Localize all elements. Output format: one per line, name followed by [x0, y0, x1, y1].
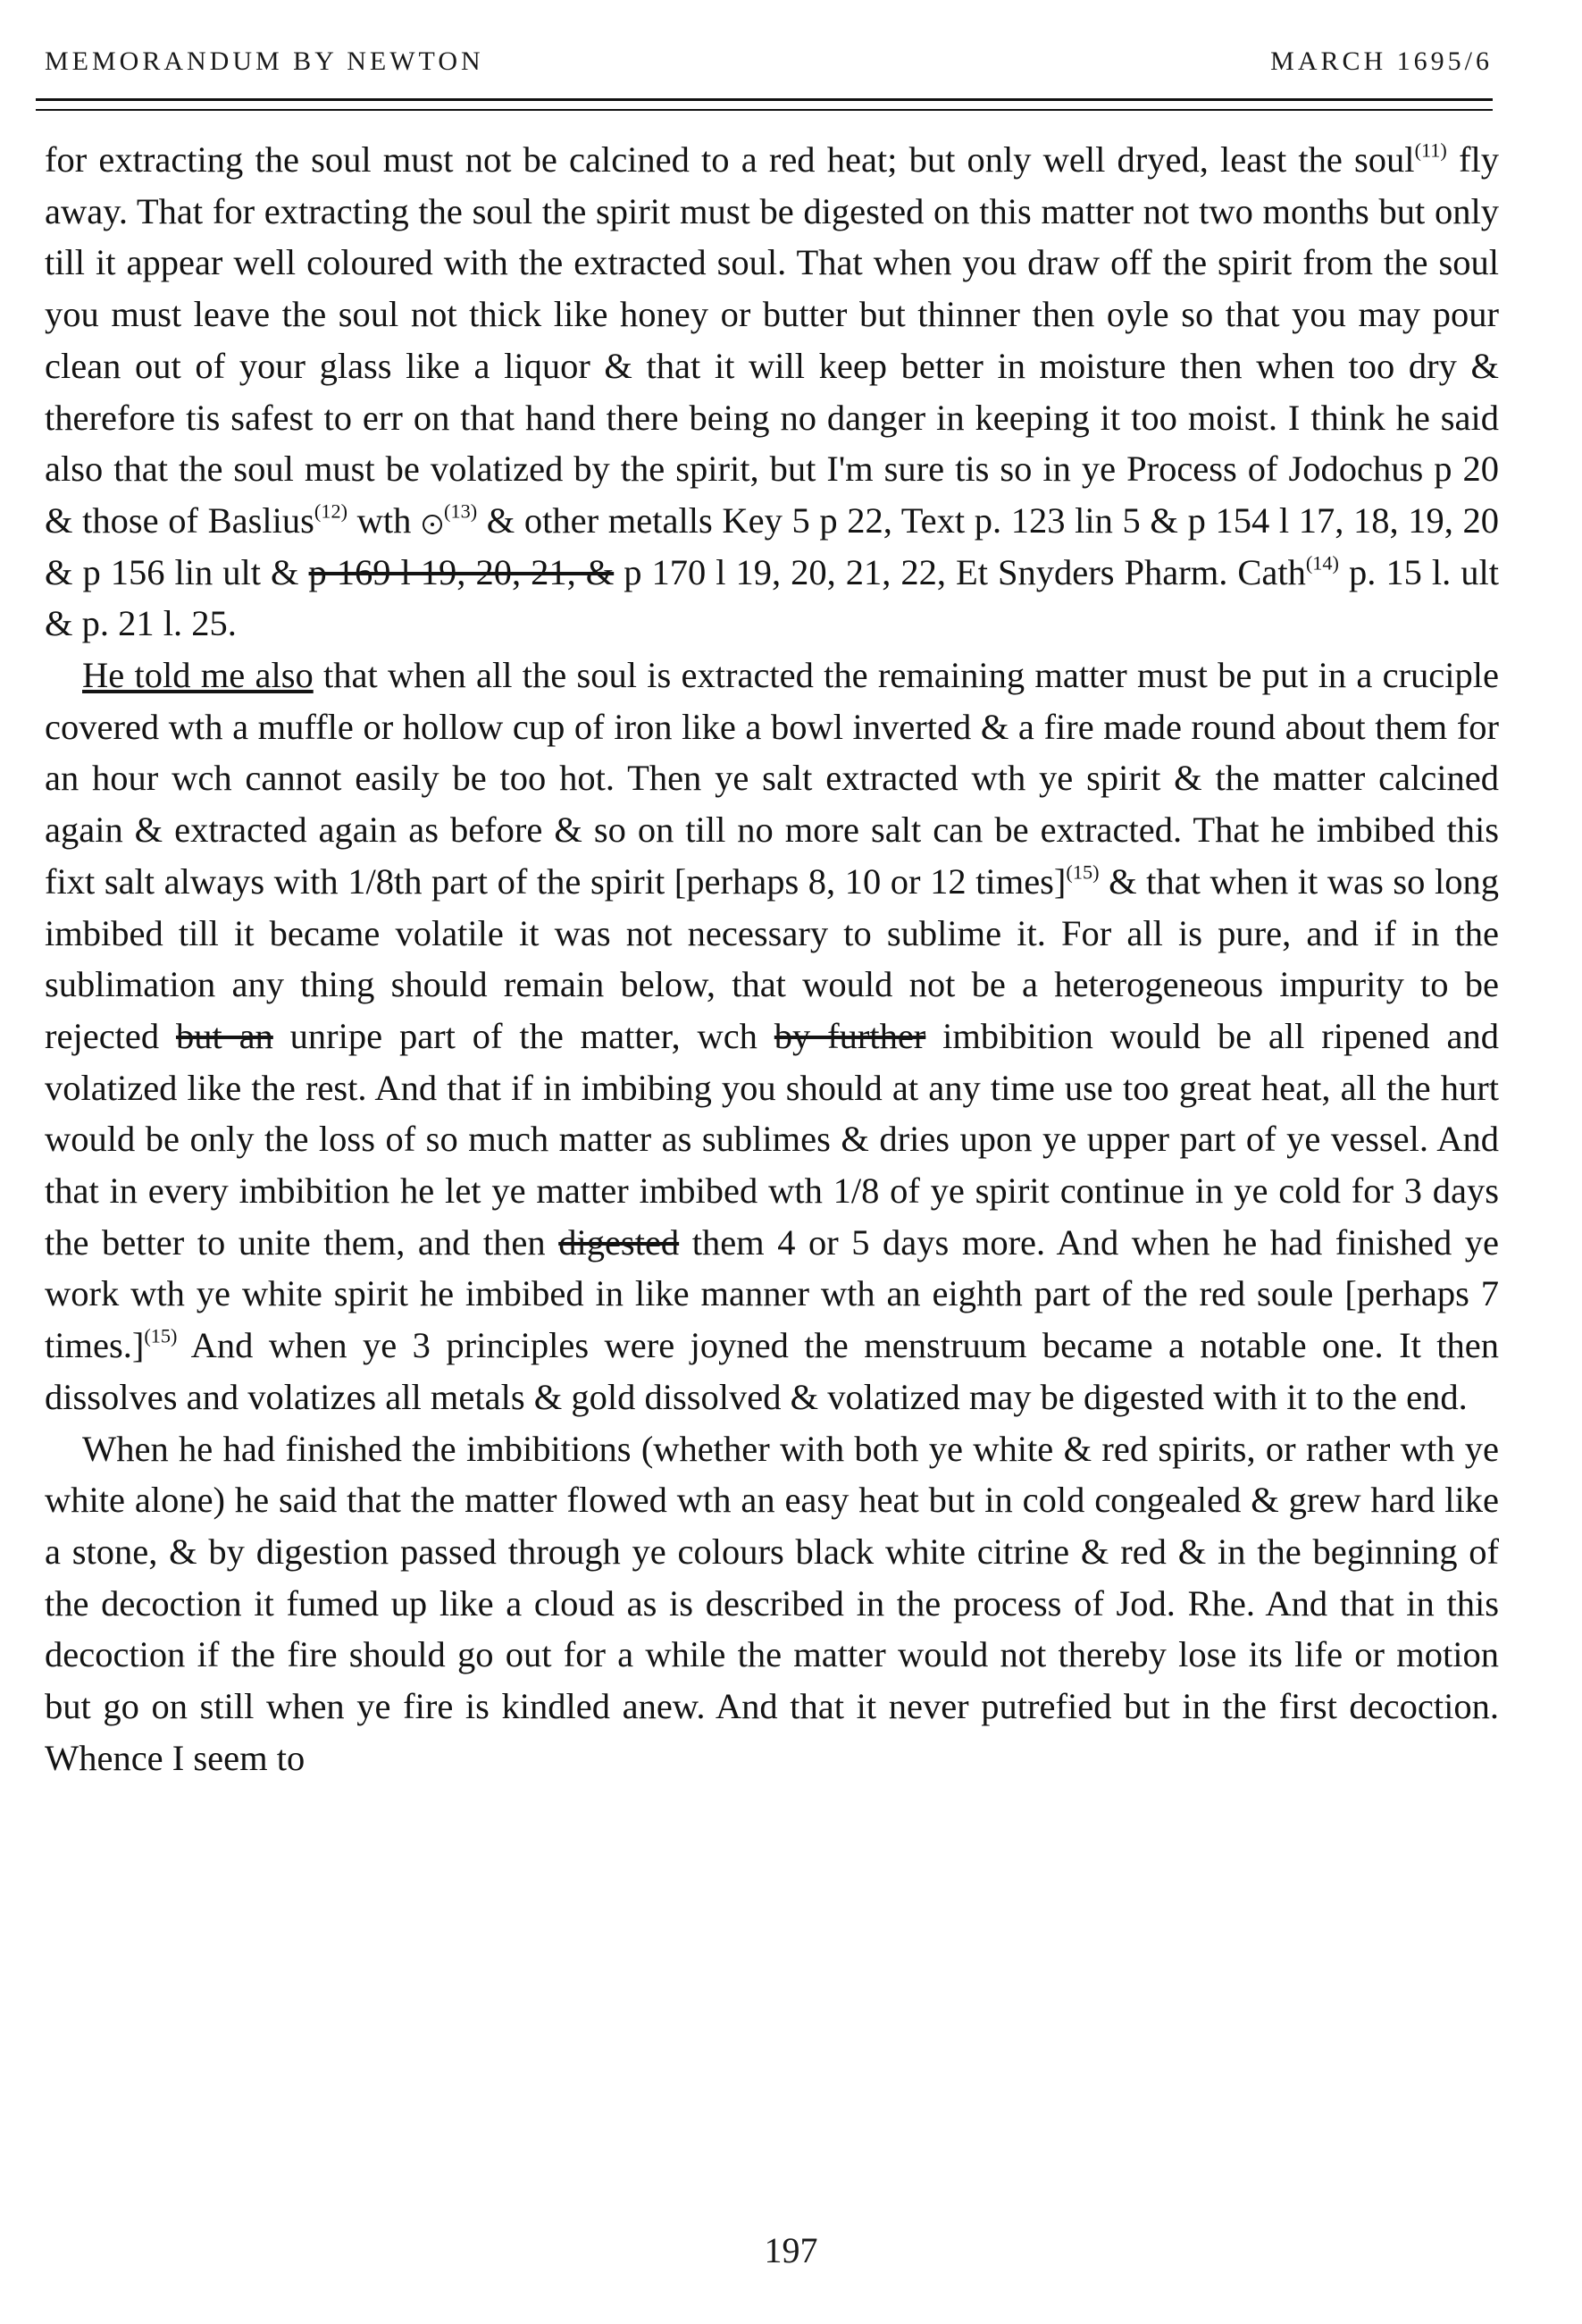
- text-run: imbibition would be all ripened and volatized like the rest. And that if in imbibing you should at any time use too great heat, all the hurt would be only the loss of so much matter as sublimes & dries upon ye upper part of ye vessel. And that in every imbibition he let ye matter imbibed wth 1/8 of ye spirit continue in ye cold for 3 days the better to unite them, and then: [45, 1015, 1499, 1263]
- text-run: them 4 or 5 days more. And when he had finished ye work wth ye white spirit he imbibed in like manner wth an eighth part of the red soule [perhaps 7 times.]: [45, 1221, 1500, 1366]
- text-run: & that when it was so long imbibed till it became volatile it was not necessary to sublime it. For all is pure, and if in the sublimation any thing should remain below, that would not be a heterogeneous impurity to be rejected: [45, 860, 1499, 1056]
- struck-text: digested: [558, 1221, 680, 1263]
- header-rule-secondary: [36, 109, 1493, 111]
- text-run: that when all the soul is extracted the remaining matter must be put in a cruciple covered wth a muffle or hollow cup of iron like a bowl inverted & a fire made round about them for an hour wch cannot easily be too hot. Then ye salt extracted wth ye spirit & the matter calcined again & extracted again as before & so on till no more salt can be extracted. That he imbibed this fixt salt always with 1/8th part of the spirit [perhaps 8, 10 or 12 times]: [45, 655, 1499, 902]
- memorandum-body: [45, 134, 1499, 1784]
- footnote-ref-15: (15): [144, 1324, 178, 1347]
- text-run: p 170 l 19, 20, 21, 22, Et Snyders Pharm. Cath: [614, 551, 1306, 592]
- text-run: wth: [347, 499, 422, 541]
- sun-gold-alchemical-icon: [423, 515, 442, 534]
- struck-text: p 169 l 19, 20, 21, &: [308, 551, 615, 592]
- paragraph-3: [45, 1423, 1499, 1784]
- header-rule: [36, 98, 1493, 101]
- footnote-ref-12: (12): [314, 499, 348, 523]
- text-run: & other metalls Key 5 p 22, Text p. 123 lin 5 & p 154 l 17, 18, 19, 20 & p 156 lin ult &: [45, 499, 1499, 592]
- page-number: 197: [764, 2230, 818, 2270]
- text-run: When he had finished the imbibitions (whether with both ye white & red spirits, or rather wth ye white alone) he said that the matter flowed wth an easy heat but in cold congealed & grew hard like a stone, & by digestion passed through ye colours black white citrine & red & in the beginning of the decoction it fumed up like a cloud as is described in the process of Jod. Rhe. And that in this decoction if the fire should go out for a while the matter would not thereby lose its life or motion but go on still when ye fire is kindled anew. And that it never putrefied but in the first decoction. Whence I seem to: [45, 1428, 1499, 1778]
- running-head-date: MARCH 1695/6: [1270, 46, 1493, 76]
- running-head: [45, 46, 1493, 82]
- text-run: And when ye 3 principles were joyned the menstruum became a notable one. It then dissolves and volatizes all metals & gold dissolved & volatized may be digested with it to the end.: [45, 1325, 1499, 1417]
- underlined-text: He told me also: [82, 655, 314, 696]
- paragraph-2: [45, 650, 1499, 1423]
- struck-text: but an: [175, 1015, 273, 1056]
- running-head-title: MEMORANDUM BY NEWTON: [45, 46, 484, 76]
- footnote-ref-15: (15): [1066, 860, 1100, 884]
- text-run: for extracting the soul must not be calcined to a red heat; but only well dryed, least the soul: [45, 139, 1415, 180]
- footnote-ref-11: (11): [1414, 138, 1447, 162]
- text-run: fly away. That for extracting the soul the spirit must be digested on this matter not two months but only till it appear well coloured with the extracted soul. That when you draw off the spirit from the soul you must leave the soul not thick like honey or butter but thinner then oyle so that you may pour clean out of your glass like a liquor & that it will keep better in moisture then when too dry & therefore tis safest to err on that hand there being no danger in keeping it too moist. I think he said also that the soul must be volatized by the spirit, but I'm sure tis so in ye Process of Jodochus p 20 & those of Baslius: [45, 139, 1499, 541]
- struck-text: by further: [774, 1015, 926, 1056]
- footnote-ref-14: (14): [1305, 550, 1339, 574]
- paragraph-1: [45, 134, 1499, 650]
- text-run: p. 15 l. ult & p. 21 l. 25.: [45, 551, 1499, 644]
- footnote-ref-13: (13): [444, 499, 478, 523]
- text-run: unripe part of the matter, wch: [272, 1015, 774, 1056]
